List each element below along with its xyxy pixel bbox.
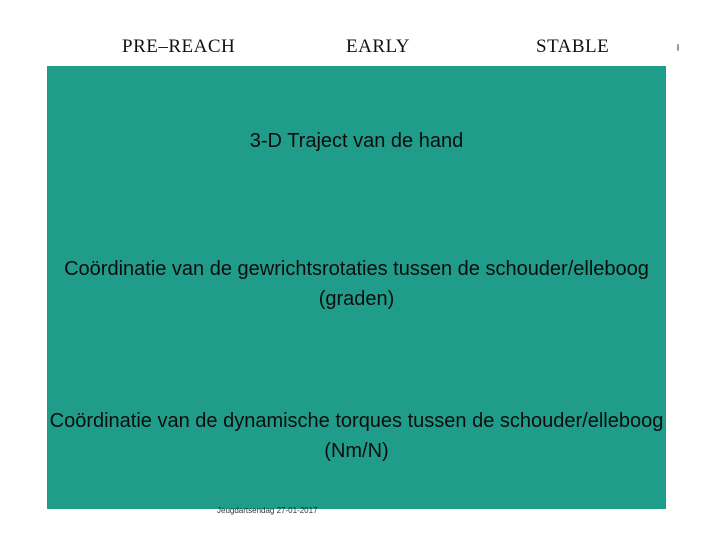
joint-rotation-label: Coördinatie van de gewrichtsrotaties tussen de schouder/elleboog (graden): [64, 258, 649, 310]
content-panel: [47, 66, 666, 515]
edge-mark: [677, 44, 679, 51]
column-header-stable: STABLE: [536, 36, 610, 57]
hand-trajectory-label: 3-D Traject van de hand: [249, 130, 464, 152]
column-header-early: EARLY: [346, 36, 410, 57]
column-header-pre-reach: PRE–REACH: [122, 36, 236, 57]
torque-coordination-label: Coördinatie van de dynamische torques tussen de schouder/elleboog (Nm/N): [49, 410, 664, 462]
footer-text: Jeugdartsendag 27-01-2017: [217, 506, 318, 515]
